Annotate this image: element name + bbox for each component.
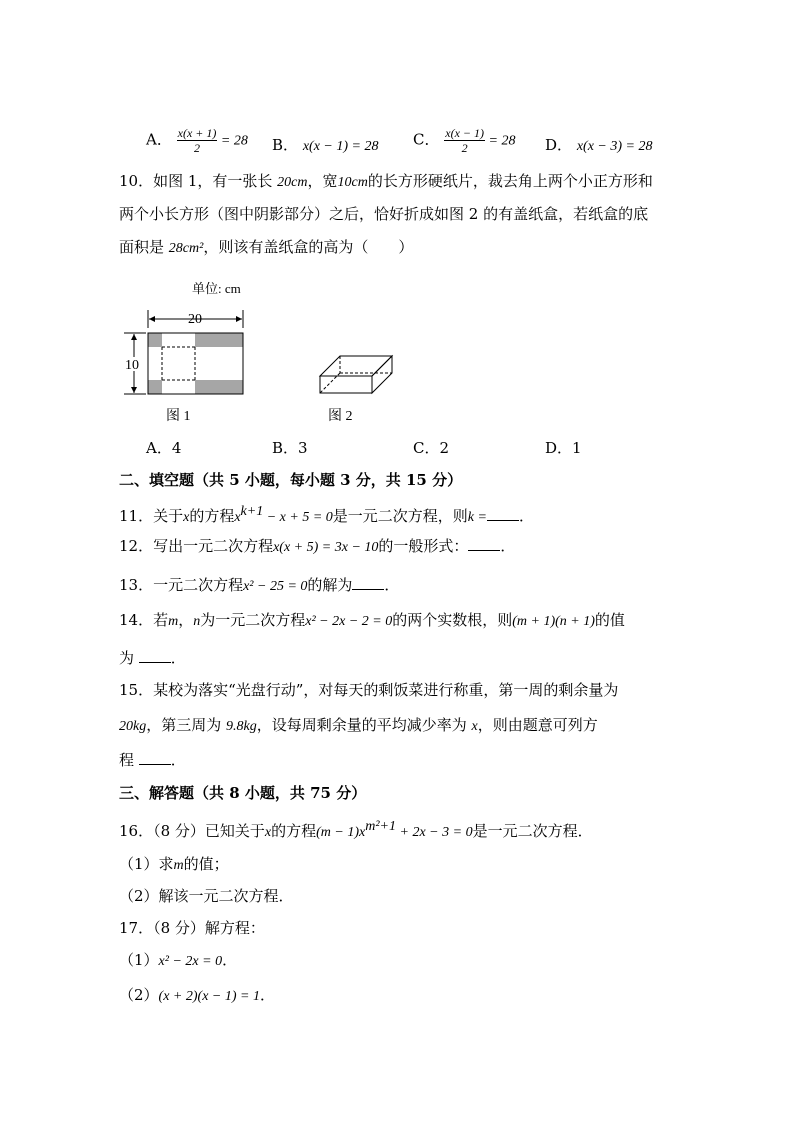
exponent: k+1 xyxy=(240,504,264,519)
text: ，第三周为 xyxy=(146,716,226,734)
q15-line-2 xyxy=(119,715,598,737)
weight-value: 20kg xyxy=(119,719,147,734)
section-3-heading: 三、解答题（共 8 小题，共 75 分） xyxy=(119,784,367,802)
answer-blank[interactable] xyxy=(139,648,171,663)
q10-line-3 xyxy=(119,237,413,259)
width-label: 20 xyxy=(188,312,202,327)
text: ． xyxy=(384,576,400,594)
text: 为一元二次方程 xyxy=(200,611,306,629)
text: ， xyxy=(178,611,194,629)
text: 的方程 xyxy=(271,822,317,840)
text: 13．一元二次方程 xyxy=(119,576,244,594)
q15-line-3 xyxy=(119,750,186,770)
text: 的值 xyxy=(594,611,625,629)
text: 14．若 xyxy=(119,611,169,629)
figure-1-drawing xyxy=(120,276,260,426)
expression: (m + 1)(n + 1) xyxy=(512,614,595,629)
text: 面积是 xyxy=(119,238,169,256)
equation: x xyxy=(234,510,241,525)
answer-blank[interactable] xyxy=(468,536,500,551)
q17-part-1 xyxy=(119,950,237,972)
equation: x(x − 3) = 28 xyxy=(576,139,653,154)
text: 两个小长方形（图中阴影部分）之后，恰好折成如图 2 的有盖纸盒，若纸盒的底 xyxy=(119,205,649,223)
cut-rectangle xyxy=(195,333,243,347)
weight-value: 9.8kg xyxy=(226,719,257,734)
q15-line-1: 15．某校为落实“光盘行动”，对每天的剩饭菜进行称重，第一周的剩余量为 xyxy=(119,681,619,699)
text: ，则该有盖纸盒的高为（ ） xyxy=(203,238,414,256)
q17: 17．（8 分）解方程： xyxy=(119,919,265,937)
q12 xyxy=(119,536,515,558)
fraction xyxy=(177,126,218,155)
equation: x² − 2x = 0 xyxy=(158,954,223,969)
text: ． xyxy=(170,649,186,667)
text: ，宽 xyxy=(307,172,338,190)
equation-rest: = 28 xyxy=(485,133,516,149)
arrow-head xyxy=(131,334,137,340)
q9-option-d xyxy=(545,134,652,155)
text: 的方程 xyxy=(189,507,235,525)
q11 xyxy=(119,502,534,528)
text: 为 xyxy=(119,649,139,667)
equation: (x + 2)(x − 1) = 1 xyxy=(158,989,260,1004)
equation: x(x − 1) = 28 xyxy=(302,139,379,154)
text: ． xyxy=(518,507,534,525)
text: 的解为 xyxy=(307,576,353,594)
area-value: 28cm² xyxy=(168,241,204,256)
equation: x² − 25 = 0 xyxy=(243,579,308,594)
q10-option-a: A．4 xyxy=(146,439,182,457)
denominator: 2 xyxy=(461,141,468,155)
numerator: x(x + 1) xyxy=(177,126,217,140)
q10-option-c: C．2 xyxy=(413,439,450,457)
option-label: D． xyxy=(545,136,573,154)
unit-label: 单位: cm xyxy=(192,281,241,296)
q9-options xyxy=(0,126,794,160)
q9-option-a xyxy=(146,126,248,155)
equation: − x + 5 = 0 xyxy=(263,510,333,525)
q10-line-2 xyxy=(119,204,648,224)
figure-2 xyxy=(312,345,402,425)
text: 是一元二次方程． xyxy=(472,822,593,840)
text: ． xyxy=(259,986,275,1004)
text: ，则由题意可列方 xyxy=(477,716,598,734)
variable: x xyxy=(471,719,478,734)
q16-part-1 xyxy=(119,854,229,876)
text: ． xyxy=(500,537,516,555)
height-label: 10 xyxy=(125,358,139,373)
q9-option-b xyxy=(272,134,378,155)
arrow-head xyxy=(236,316,242,322)
q16 xyxy=(119,817,593,843)
q16-part-2: （2）解该一元二次方程． xyxy=(119,887,294,905)
text: 16．（8 分）已知关于 xyxy=(119,822,265,840)
option-label: B． xyxy=(272,136,299,154)
text: 的值； xyxy=(183,855,229,873)
figure-1-label: 图 1 xyxy=(166,409,191,424)
q17-part-2 xyxy=(119,985,275,1007)
arrow-head xyxy=(149,316,155,322)
text: 10．如图 1，有一张长 xyxy=(119,172,278,190)
q10-option-b: B．3 xyxy=(272,439,308,457)
width-value: 10cm xyxy=(337,175,368,190)
q14-line-2 xyxy=(119,648,186,668)
equation: (m − 1)x xyxy=(316,825,366,840)
length-value: 20cm xyxy=(277,175,308,190)
figure-1 xyxy=(120,276,260,426)
text: ． xyxy=(170,751,186,769)
cut-square xyxy=(148,380,162,394)
section-2-heading: 二、填空题（共 5 小题，每小题 3 分，共 15 分） xyxy=(119,471,463,489)
text: 12．写出一元二次方程 xyxy=(119,537,274,555)
text: （1） xyxy=(119,951,159,969)
text: 的两个实数根，则 xyxy=(392,611,513,629)
equation: x² − 2x − 2 = 0 xyxy=(305,614,393,629)
q10-line-1 xyxy=(119,171,653,193)
q13 xyxy=(119,575,399,597)
text: ，设每周剩余量的平均减少率为 xyxy=(256,716,472,734)
variable: k = xyxy=(467,510,487,525)
variable: m xyxy=(168,614,179,629)
box-side-face xyxy=(372,356,392,393)
answer-blank[interactable] xyxy=(352,575,384,590)
answer-blank[interactable] xyxy=(139,750,171,765)
fraction xyxy=(444,126,485,155)
equation: x(x + 5) = 3x − 10 xyxy=(273,540,379,555)
text: （2） xyxy=(119,986,159,1004)
option-label: A． xyxy=(146,130,172,149)
equation-rest: = 28 xyxy=(217,133,248,149)
answer-blank[interactable] xyxy=(487,506,519,521)
variable: n xyxy=(193,614,201,629)
q9-option-c xyxy=(413,126,515,155)
text: 程 xyxy=(119,751,139,769)
box-drawing xyxy=(312,345,402,425)
exponent: m²+1 xyxy=(365,819,397,834)
equation: + 2x − 3 = 0 xyxy=(396,825,473,840)
q10-option-d: D．1 xyxy=(545,439,582,457)
option-label: C． xyxy=(413,130,440,149)
figure-2-label: 图 2 xyxy=(328,409,353,424)
variable: x xyxy=(264,825,272,840)
text: 的一般形式： xyxy=(378,537,469,555)
q14-line-1 xyxy=(119,610,625,632)
text: 的长方形硬纸片，裁去角上两个小正方形和 xyxy=(367,172,653,190)
text: 11．关于 xyxy=(119,507,184,525)
arrow-head xyxy=(131,387,137,393)
text: （1）求 xyxy=(119,855,174,873)
cut-rectangle xyxy=(195,380,243,394)
text: ． xyxy=(222,951,238,969)
cut-square xyxy=(148,333,162,347)
denominator: 2 xyxy=(194,141,200,155)
text: 是一元二次方程，则 xyxy=(332,507,468,525)
numerator: x(x − 1) xyxy=(445,126,485,140)
variable: m xyxy=(173,858,184,873)
variable: x xyxy=(183,510,190,525)
